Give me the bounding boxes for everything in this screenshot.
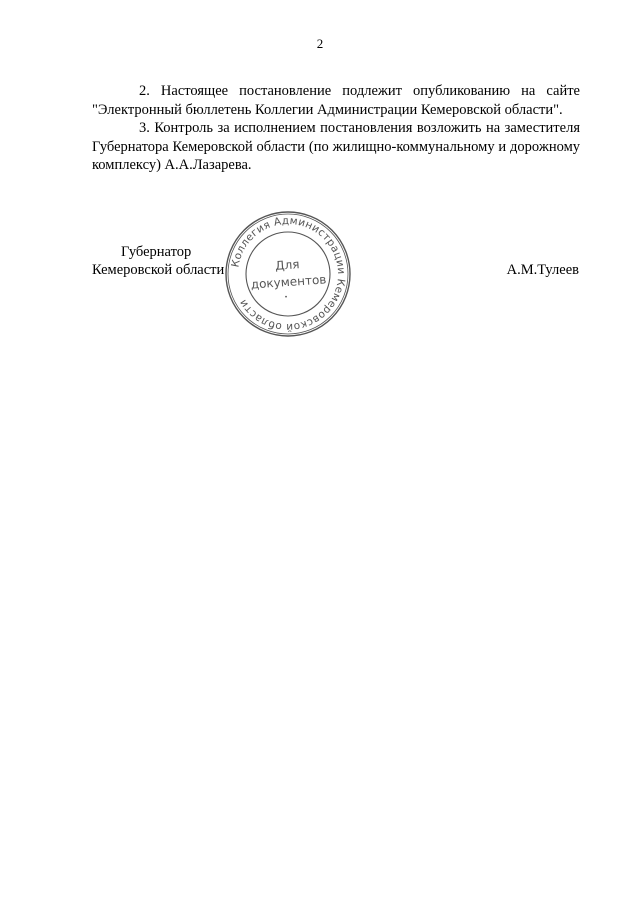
stamp-center-line1: Для	[274, 257, 300, 273]
paragraph-control: 3. Контроль за исполнением постановления возложить на заместителя Губернатора Кемеровской области (по жилищно-коммунальному и дорожному комплексу) А.А.Лазарева.	[92, 120, 580, 173]
svg-text:•: •	[284, 294, 288, 301]
stamp-center-line2: документов	[250, 272, 327, 292]
signature-title-line1: Губернатор	[121, 244, 192, 260]
signature-title-line2: Кемеровской области	[92, 262, 225, 278]
paragraph-publication: 2. Настоящее постановление подлежит опубликованию на сайте "Электронный бюллетень Коллегии Администрации Кемеровской области".	[92, 83, 580, 118]
signature-name: А.М.Тулеев	[506, 262, 579, 278]
page-number: 2	[316, 36, 324, 51]
official-seal-stamp	[222, 209, 354, 339]
stamp-ring-text: Коллегия Администрации Кемеровской области	[229, 214, 348, 334]
document-body	[92, 82, 580, 175]
